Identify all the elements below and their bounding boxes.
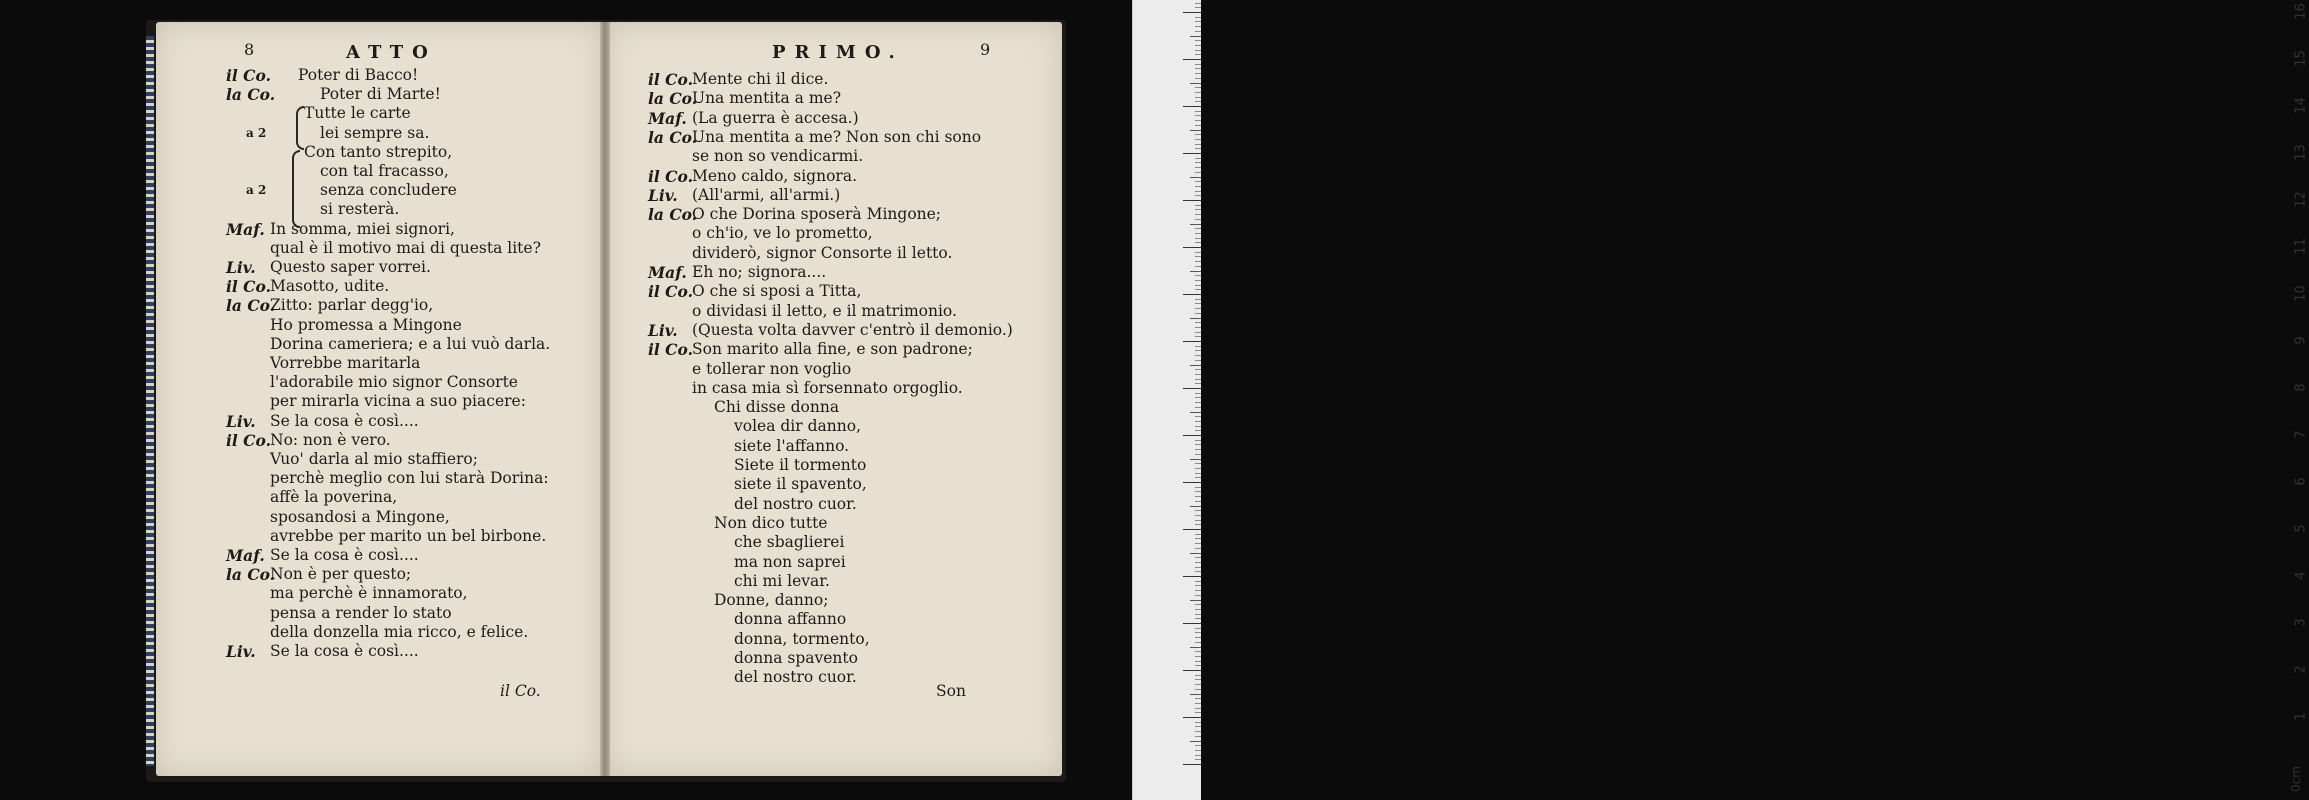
ruler-label: 4: [2293, 571, 2309, 580]
speaker-label: a 2: [246, 183, 267, 198]
right-page-number: 9: [980, 40, 991, 59]
verse-line: o ch'io, ve lo prometto,: [692, 224, 873, 243]
ruler-label: 12: [2293, 191, 2309, 208]
verse-line: siete il spavento,: [734, 475, 867, 494]
ruler-tick: [1195, 595, 1201, 596]
verse-line: Se la cosa è così....: [270, 546, 419, 564]
ruler-tick: [1183, 623, 1201, 624]
ruler-tick: [1195, 219, 1201, 220]
ruler-tick: [1195, 369, 1201, 370]
ruler-tick: [1195, 186, 1201, 187]
ruler-tick: [1183, 764, 1201, 765]
speaker-label: la Co.: [648, 127, 698, 147]
brace-duet-2: [292, 150, 300, 228]
verse-line: Se la cosa è così....: [270, 411, 419, 430]
verse-line: ma non saprei: [734, 552, 846, 571]
ruler-tick: [1195, 162, 1201, 163]
left-page-number: 8: [244, 40, 255, 59]
ruler-tick: [1195, 604, 1201, 605]
verse-line: della donzella mia ricco, e felice.: [270, 622, 529, 641]
verse-line: No: non è vero.: [270, 430, 391, 449]
ruler-tick: [1195, 73, 1201, 74]
verse-line: Tutte le carte: [304, 104, 411, 123]
verse-line: Zitto: parlar degg'io,: [270, 296, 434, 315]
ruler-label: 14: [2293, 97, 2309, 114]
verse-line: ma perchè è innamorato,: [270, 584, 468, 603]
verse-line: Vorrebbe maritarla: [270, 354, 421, 372]
ruler-tick: [1195, 256, 1201, 257]
ruler-tick: [1195, 383, 1201, 384]
left-page-header: ATTO: [346, 42, 437, 63]
verse-line: Eh no; signora....: [692, 263, 827, 281]
ruler-tick: [1195, 148, 1201, 149]
ruler-tick: [1195, 656, 1201, 657]
ruler-tick: [1195, 17, 1201, 18]
ruler-tick: [1195, 158, 1201, 159]
ruler-tick: [1190, 83, 1201, 84]
ruler-tick: [1190, 365, 1201, 366]
ruler-label: 11: [2293, 238, 2309, 255]
ruler-tick: [1195, 675, 1201, 676]
ruler-tick: [1195, 628, 1201, 629]
ruler-tick: [1195, 50, 1201, 51]
ruler-tick: [1195, 661, 1201, 662]
ruler-tick: [1195, 543, 1201, 544]
ruler-tick: [1195, 97, 1201, 98]
speaker-label: Liv.: [226, 258, 256, 277]
verse-line: Una mentita a me?: [692, 89, 841, 108]
ruler-tick: [1195, 299, 1201, 300]
verse-line: Donne, danno;: [714, 591, 829, 610]
verse-line: senza concludere: [320, 181, 457, 200]
ruler-tick: [1195, 233, 1201, 234]
ruler-label: 2: [2293, 665, 2309, 674]
verse-line: (Questa volta davver c'entrò il demonio.): [692, 320, 1013, 339]
ruler-tick: [1195, 397, 1201, 398]
ruler-tick: [1195, 191, 1201, 192]
ruler-label: 13: [2293, 144, 2309, 161]
ruler-label: 9: [2293, 336, 2309, 345]
ruler-tick: [1195, 538, 1201, 539]
ruler-tick: [1195, 463, 1201, 464]
ruler-tick: [1195, 618, 1201, 619]
verse-line: Con tanto strepito,: [304, 142, 453, 161]
ruler-tick: [1195, 534, 1201, 535]
ruler-tick: [1195, 684, 1201, 685]
verse-line: e tollerar non voglio: [692, 359, 852, 378]
ruler-tick: [1183, 482, 1201, 483]
verse-line: O che Dorina sposerà Mingone;: [692, 205, 942, 224]
speaker-label: Maf.: [648, 108, 687, 128]
ruler-tick: [1195, 195, 1201, 196]
verse-line: sposandosi a Mingone,: [270, 507, 450, 526]
ruler-tick: [1195, 637, 1201, 638]
measurement-ruler: [1132, 0, 2309, 800]
ruler-tick: [1195, 313, 1201, 314]
verse-line: Siete il tormento: [734, 456, 867, 474]
ruler-tick: [1195, 355, 1201, 356]
ruler-tick: [1195, 242, 1201, 243]
ruler-tick: [1195, 228, 1201, 229]
ruler-tick: [1195, 87, 1201, 88]
verse-line: del nostro cuor.: [734, 668, 857, 687]
ruler-tick: [1195, 501, 1201, 502]
ruler-tick: [1195, 289, 1201, 290]
ruler-tick: [1195, 31, 1201, 32]
ruler-tick: [1195, 726, 1201, 727]
ruler-tick: [1183, 388, 1201, 389]
ruler-tick: [1195, 252, 1201, 253]
speaker-label: Liv.: [226, 411, 256, 431]
ruler-tick: [1195, 421, 1201, 422]
book-spine-edge: [146, 36, 154, 766]
ruler-tick: [1195, 731, 1201, 732]
verse-line: Questo saper vorrei.: [270, 258, 431, 276]
ruler-tick: [1195, 275, 1201, 276]
ruler-tick: [1183, 294, 1201, 295]
ruler-tick: [1195, 614, 1201, 615]
verse-line: del nostro cuor.: [734, 494, 857, 513]
ruler-tick: [1195, 92, 1201, 93]
verse-line: donna affanno: [734, 610, 847, 629]
ruler-tick: [1195, 360, 1201, 361]
ruler-tick: [1195, 708, 1201, 709]
verse-line: lei sempre sa.: [320, 123, 430, 142]
ruler-tick: [1195, 571, 1201, 572]
ruler-tick: [1195, 703, 1201, 704]
ruler-tick: [1195, 374, 1201, 375]
ruler-tick: [1195, 759, 1201, 760]
verse-line: volea dir danno,: [734, 417, 861, 436]
ruler-label: 1: [2293, 712, 2309, 721]
speaker-label: la Co.: [226, 565, 276, 585]
ruler-tick: [1183, 341, 1201, 342]
ruler-tick: [1190, 224, 1201, 225]
ruler-tick: [1195, 134, 1201, 135]
ruler-tick: [1195, 303, 1201, 304]
verse-line: Meno caldo, signora.: [692, 166, 857, 185]
ruler-tick: [1183, 153, 1201, 154]
ruler-tick: [1195, 308, 1201, 309]
ruler-tick: [1195, 416, 1201, 417]
ruler-tick: [1195, 45, 1201, 46]
ruler-tick: [1195, 712, 1201, 713]
verse-line: Chi disse donna: [714, 398, 840, 417]
verse-line: Poter di Marte!: [320, 85, 441, 104]
ruler-tick: [1190, 177, 1201, 178]
ruler-tick: [1195, 609, 1201, 610]
ruler-tick: [1190, 741, 1201, 742]
verse-line: Son marito alla fine, e son padrone;: [692, 340, 973, 359]
ruler-tick: [1195, 407, 1201, 408]
ruler-tick: [1195, 632, 1201, 633]
ruler-tick: [1190, 647, 1201, 648]
ruler-tick: [1183, 529, 1201, 530]
ruler-tick: [1190, 553, 1201, 554]
verse-line: (All'armi, all'armi.): [692, 185, 841, 204]
ruler-tick: [1195, 393, 1201, 394]
right-catchword: Son: [936, 682, 966, 700]
ruler-tick: [1195, 111, 1201, 112]
ruler-tick: [1190, 506, 1201, 507]
ruler-tick: [1195, 473, 1201, 474]
ruler-tick: [1183, 670, 1201, 671]
ruler-tick: [1195, 477, 1201, 478]
speaker-label: il Co.: [648, 282, 693, 302]
ruler-tick: [1195, 736, 1201, 737]
ruler-tick: [1195, 402, 1201, 403]
ruler-tick: [1195, 698, 1201, 699]
speaker-label: Maf.: [648, 263, 687, 282]
ruler-tick: [1195, 214, 1201, 215]
ruler-tick: [1190, 600, 1201, 601]
verse-line: Ho promessa a Mingone: [270, 315, 462, 334]
ruler-tick: [1195, 665, 1201, 666]
ruler-label: 15: [2293, 50, 2309, 67]
ruler-tick: [1190, 130, 1201, 131]
ruler-label: 7: [2293, 430, 2309, 439]
ruler-tick: [1195, 642, 1201, 643]
verse-line: Masotto, udite.: [270, 277, 390, 296]
ruler-tick: [1195, 322, 1201, 323]
right-page-header: PRIMO.: [772, 42, 904, 63]
ruler-tick: [1195, 755, 1201, 756]
brace-duet-1: [296, 106, 304, 150]
ruler-tick: [1195, 440, 1201, 441]
ruler-tick: [1195, 205, 1201, 206]
ruler-tick: [1195, 144, 1201, 145]
verse-line: l'adorabile mio signor Consorte: [270, 373, 518, 392]
speaker-label: la Co.: [648, 205, 698, 225]
ruler-tick: [1195, 562, 1201, 563]
ruler-tick: [1195, 548, 1201, 549]
verse-line: O che si sposi a Titta,: [692, 282, 862, 301]
ruler-tick: [1183, 576, 1201, 577]
ruler-tick: [1195, 280, 1201, 281]
ruler-tick: [1195, 590, 1201, 591]
ruler-label: 3: [2293, 618, 2309, 627]
ruler-tick: [1195, 426, 1201, 427]
ruler-tick: [1190, 694, 1201, 695]
ruler-tick: [1195, 689, 1201, 690]
ruler-tick: [1195, 750, 1201, 751]
ruler-tick: [1183, 435, 1201, 436]
speaker-label: Liv.: [226, 642, 256, 661]
ruler-tick: [1195, 78, 1201, 79]
ruler-tick: [1195, 172, 1201, 173]
ruler-label: 16: [2293, 3, 2309, 20]
ruler-tick: [1195, 350, 1201, 351]
ruler-tick: [1195, 585, 1201, 586]
ruler-tick: [1195, 651, 1201, 652]
speaker-label: il Co.: [648, 340, 693, 360]
ruler-tick: [1195, 567, 1201, 568]
speaker-label: Liv.: [648, 320, 678, 340]
verse-line: Non dico tutte: [714, 513, 828, 532]
ruler-tick: [1195, 54, 1201, 55]
ruler-tick: [1195, 26, 1201, 27]
ruler-tick: [1195, 557, 1201, 558]
ruler-tick: [1195, 327, 1201, 328]
ruler-tick: [1195, 21, 1201, 22]
ruler-tick: [1195, 3, 1201, 4]
ruler-tick: [1195, 40, 1201, 41]
verse-line: avrebbe per marito un bel birbone.: [270, 526, 547, 545]
verse-line: Se la cosa è così....: [270, 642, 419, 660]
ruler-tick: [1183, 59, 1201, 60]
ruler-tick: [1195, 520, 1201, 521]
speaker-label: il Co.: [226, 430, 271, 450]
speaker-label: il Co.: [648, 70, 693, 89]
verse-line: per mirarla vicina a suo piacere:: [270, 392, 526, 411]
ruler-tick: [1195, 468, 1201, 469]
ruler-tick: [1195, 181, 1201, 182]
verse-line: donna, tormento,: [734, 629, 870, 648]
verse-line: se non so vendicarmi.: [692, 147, 864, 166]
ruler-tick: [1195, 524, 1201, 525]
ruler-tick: [1195, 745, 1201, 746]
ruler-tick: [1195, 346, 1201, 347]
ruler-tick: [1183, 12, 1201, 13]
ruler-tick: [1195, 581, 1201, 582]
verse-line: pensa a render lo stato: [270, 603, 452, 622]
verse-line: donna spavento: [734, 649, 858, 667]
ruler-tick: [1190, 412, 1201, 413]
verse-line: si resterà.: [320, 200, 400, 219]
ruler-tick: [1195, 444, 1201, 445]
speaker-label: Maf.: [226, 546, 265, 565]
ruler-tick: [1195, 285, 1201, 286]
ruler-label: 5: [2293, 524, 2309, 533]
verse-line: in casa mia sì forsennato orgoglio.: [692, 378, 963, 397]
ruler-tick: [1195, 430, 1201, 431]
verse-line: Non è per questo;: [270, 565, 412, 584]
ruler-tick: [1195, 515, 1201, 516]
verse-line: siete l'affanno.: [734, 436, 850, 455]
ruler-unit: 0cm: [2288, 766, 2303, 792]
speaker-label: Liv.: [648, 185, 678, 205]
ruler-tick: [1195, 120, 1201, 121]
ruler-tick: [1195, 679, 1201, 680]
ruler-tick: [1195, 125, 1201, 126]
ruler-tick: [1190, 459, 1201, 460]
ruler-tick: [1195, 115, 1201, 116]
speaker-label: la Co.: [648, 89, 698, 109]
ruler-tick: [1195, 379, 1201, 380]
verse-line: con tal fracasso,: [320, 162, 449, 180]
verse-line: In somma, miei signori,: [270, 219, 455, 238]
ruler-tick: [1190, 271, 1201, 272]
ruler-tick: [1195, 491, 1201, 492]
verse-line: perchè meglio con lui starà Dorina:: [270, 469, 549, 488]
ruler-tick: [1195, 266, 1201, 267]
ruler-tick: [1183, 247, 1201, 248]
ruler-tick: [1190, 36, 1201, 37]
ruler-tick: [1195, 496, 1201, 497]
verse-line: qual è il motivo mai di questa lite?: [270, 238, 541, 257]
speaker-label: la Co.: [226, 85, 276, 105]
verse-line: Una mentita a me? Non son chi sono: [692, 127, 982, 146]
verse-line: Mente chi il dice.: [692, 70, 829, 88]
speaker-label: il Co.: [226, 277, 271, 297]
ruler-label: 6: [2293, 477, 2309, 486]
ruler-tick: [1190, 318, 1201, 319]
verse-line: Dorina cameriera; e a lui vuò darla.: [270, 334, 551, 353]
verse-line: Vuo' darla al mio staffiero;: [270, 450, 478, 468]
verse-line: Poter di Bacco!: [298, 66, 419, 84]
ruler-label: 8: [2293, 383, 2309, 392]
ruler-tick: [1195, 332, 1201, 333]
left-catchword: il Co.: [500, 682, 541, 700]
speaker-label: il Co.: [648, 166, 693, 186]
verse-line: (La guerra è accesa.): [692, 108, 859, 127]
speaker-label: la Co.: [226, 296, 276, 316]
speaker-label: il Co.: [226, 66, 271, 85]
verse-line: affè la poverina,: [270, 488, 398, 507]
ruler-label: 10: [2293, 285, 2309, 302]
ruler-tick: [1195, 68, 1201, 69]
speaker-label: a 2: [246, 125, 267, 140]
ruler-tick: [1195, 7, 1201, 8]
ruler-tick: [1195, 64, 1201, 65]
book-gutter: [600, 22, 610, 776]
ruler-tick: [1195, 238, 1201, 239]
ruler-tick: [1195, 510, 1201, 511]
verse-line: o dividasi il letto, e il matrimonio.: [692, 301, 957, 320]
verse-line: dividerò, signor Consorte il letto.: [692, 243, 953, 262]
ruler-tick: [1195, 101, 1201, 102]
ruler-tick: [1195, 209, 1201, 210]
ruler-tick: [1195, 722, 1201, 723]
ruler-tick: [1183, 106, 1201, 107]
ruler-tick: [1195, 261, 1201, 262]
verse-line: che sbaglierei: [734, 533, 845, 552]
ruler-tick: [1195, 487, 1201, 488]
verse-line: chi mi levar.: [734, 571, 830, 590]
ruler-tick: [1183, 717, 1201, 718]
ruler-tick: [1195, 454, 1201, 455]
ruler-tick: [1195, 449, 1201, 450]
ruler-tick: [1195, 336, 1201, 337]
ruler-tick: [1195, 139, 1201, 140]
ruler-tick: [1183, 200, 1201, 201]
ruler-tick: [1195, 167, 1201, 168]
speaker-label: Maf.: [226, 219, 265, 239]
